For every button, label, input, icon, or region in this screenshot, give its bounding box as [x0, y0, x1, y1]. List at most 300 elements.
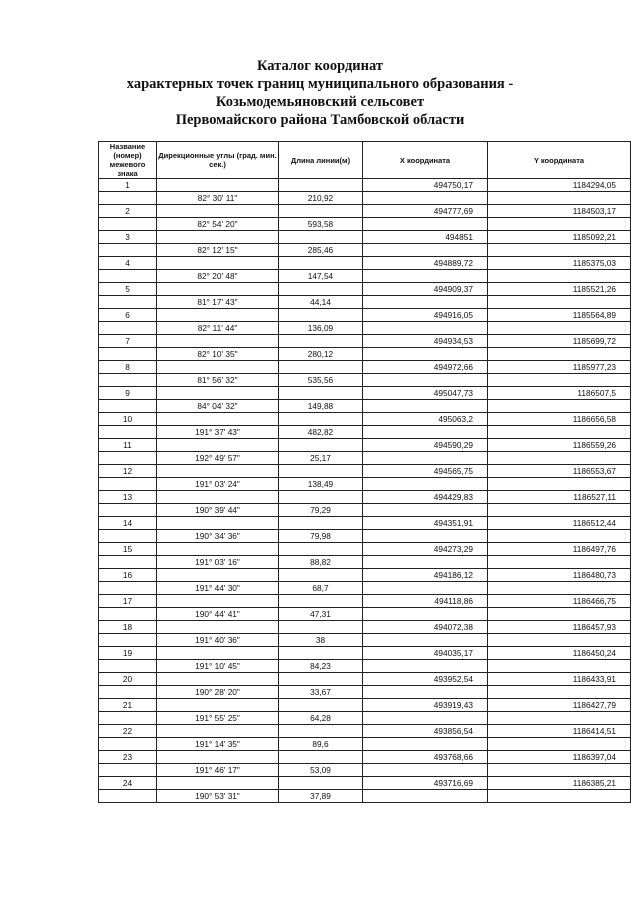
- segment-row: [99, 712, 631, 725]
- empty-cell: [488, 582, 631, 595]
- line-length: 79,29: [279, 504, 363, 517]
- empty-cell: [279, 179, 363, 192]
- y-coordinate: 1184503,17: [488, 205, 631, 218]
- y-coordinate: 1185977,23: [488, 361, 631, 374]
- empty-cell: [279, 439, 363, 452]
- empty-cell: [363, 764, 488, 777]
- empty-cell: [363, 218, 488, 231]
- empty-cell: [99, 348, 157, 361]
- y-coordinate: 1186497,76: [488, 543, 631, 556]
- table-header-row: [99, 142, 631, 179]
- direction-angle: 190° 44' 41": [157, 608, 279, 621]
- y-coordinate: 1186553,67: [488, 465, 631, 478]
- empty-cell: [279, 777, 363, 790]
- empty-cell: [99, 478, 157, 491]
- point-number: 2: [99, 205, 157, 218]
- empty-cell: [157, 283, 279, 296]
- direction-angle: 82° 11' 44": [157, 322, 279, 335]
- point-number: 18: [99, 621, 157, 634]
- point-number: 10: [99, 413, 157, 426]
- empty-cell: [488, 504, 631, 517]
- empty-cell: [157, 361, 279, 374]
- line-length: 38: [279, 634, 363, 647]
- empty-cell: [488, 192, 631, 205]
- segment-row: [99, 374, 631, 387]
- direction-angle: 82° 10' 35": [157, 348, 279, 361]
- point-row: [99, 725, 631, 738]
- direction-angle: 191° 46' 17": [157, 764, 279, 777]
- point-number: 6: [99, 309, 157, 322]
- point-number: 5: [99, 283, 157, 296]
- y-coordinate: 1186527,11: [488, 491, 631, 504]
- segment-row: [99, 426, 631, 439]
- direction-angle: 191° 37' 43": [157, 426, 279, 439]
- x-coordinate: 494035,17: [363, 647, 488, 660]
- point-row: [99, 751, 631, 764]
- point-row: [99, 231, 631, 244]
- point-number: 9: [99, 387, 157, 400]
- empty-cell: [99, 296, 157, 309]
- point-row: [99, 465, 631, 478]
- empty-cell: [363, 504, 488, 517]
- x-coordinate: 494351,91: [363, 517, 488, 530]
- empty-cell: [363, 400, 488, 413]
- empty-cell: [279, 699, 363, 712]
- line-length: 285,46: [279, 244, 363, 257]
- point-row: [99, 647, 631, 660]
- empty-cell: [363, 296, 488, 309]
- empty-cell: [279, 387, 363, 400]
- x-coordinate: 494750,17: [363, 179, 488, 192]
- empty-cell: [363, 738, 488, 751]
- point-number: 8: [99, 361, 157, 374]
- direction-angle: 84° 04' 32": [157, 400, 279, 413]
- empty-cell: [99, 556, 157, 569]
- empty-cell: [363, 712, 488, 725]
- point-number: 1: [99, 179, 157, 192]
- empty-cell: [99, 738, 157, 751]
- header-angle: Дирекционные углы (град. мин. сек.): [157, 142, 279, 179]
- empty-cell: [157, 543, 279, 556]
- y-coordinate: 1185375,03: [488, 257, 631, 270]
- coordinates-table: [98, 141, 631, 803]
- empty-cell: [363, 530, 488, 543]
- empty-cell: [99, 660, 157, 673]
- point-number: 11: [99, 439, 157, 452]
- line-length: 147,54: [279, 270, 363, 283]
- empty-cell: [363, 634, 488, 647]
- empty-cell: [99, 270, 157, 283]
- point-row: [99, 439, 631, 452]
- empty-cell: [157, 491, 279, 504]
- x-coordinate: 494916,05: [363, 309, 488, 322]
- line-length: 138,49: [279, 478, 363, 491]
- empty-cell: [363, 686, 488, 699]
- line-length: 89,6: [279, 738, 363, 751]
- empty-cell: [488, 790, 631, 803]
- segment-row: [99, 556, 631, 569]
- line-length: 280,12: [279, 348, 363, 361]
- point-row: [99, 595, 631, 608]
- y-coordinate: 1186433,91: [488, 673, 631, 686]
- x-coordinate: 493856,54: [363, 725, 488, 738]
- empty-cell: [157, 335, 279, 348]
- empty-cell: [157, 465, 279, 478]
- empty-cell: [488, 296, 631, 309]
- empty-cell: [363, 322, 488, 335]
- x-coordinate: 494851: [363, 231, 488, 244]
- empty-cell: [157, 725, 279, 738]
- segment-row: [99, 322, 631, 335]
- empty-cell: [279, 335, 363, 348]
- empty-cell: [363, 244, 488, 257]
- point-row: [99, 387, 631, 400]
- y-coordinate: 1185092,21: [488, 231, 631, 244]
- empty-cell: [279, 205, 363, 218]
- direction-angle: 191° 10' 45": [157, 660, 279, 673]
- empty-cell: [99, 686, 157, 699]
- line-length: 33,67: [279, 686, 363, 699]
- empty-cell: [99, 582, 157, 595]
- point-number: 7: [99, 335, 157, 348]
- empty-cell: [157, 231, 279, 244]
- empty-cell: [488, 270, 631, 283]
- line-length: 535,56: [279, 374, 363, 387]
- line-length: 149,88: [279, 400, 363, 413]
- direction-angle: 191° 14' 35": [157, 738, 279, 751]
- y-coordinate: 1186466,75: [488, 595, 631, 608]
- empty-cell: [363, 270, 488, 283]
- empty-cell: [488, 660, 631, 673]
- empty-cell: [363, 556, 488, 569]
- line-length: 53,09: [279, 764, 363, 777]
- empty-cell: [99, 192, 157, 205]
- point-number: 24: [99, 777, 157, 790]
- line-length: 88,82: [279, 556, 363, 569]
- empty-cell: [157, 751, 279, 764]
- x-coordinate: 493952,54: [363, 673, 488, 686]
- x-coordinate: 495047,73: [363, 387, 488, 400]
- segment-row: [99, 504, 631, 517]
- empty-cell: [99, 530, 157, 543]
- empty-cell: [279, 465, 363, 478]
- empty-cell: [488, 530, 631, 543]
- point-row: [99, 205, 631, 218]
- empty-cell: [99, 764, 157, 777]
- segment-row: [99, 348, 631, 361]
- empty-cell: [488, 374, 631, 387]
- empty-cell: [279, 361, 363, 374]
- direction-angle: 191° 55' 25": [157, 712, 279, 725]
- title-line: Каталог координат: [256, 58, 384, 74]
- empty-cell: [99, 426, 157, 439]
- empty-cell: [99, 244, 157, 257]
- line-length: 482,82: [279, 426, 363, 439]
- empty-cell: [99, 218, 157, 231]
- empty-cell: [279, 543, 363, 556]
- y-coordinate: 1186427,79: [488, 699, 631, 712]
- x-coordinate: 494118,86: [363, 595, 488, 608]
- x-coordinate: 494273,29: [363, 543, 488, 556]
- point-row: [99, 179, 631, 192]
- title-line: Первомайского района Тамбовской области: [175, 112, 465, 128]
- point-row: [99, 413, 631, 426]
- point-row: [99, 621, 631, 634]
- line-length: 136,09: [279, 322, 363, 335]
- segment-row: [99, 478, 631, 491]
- empty-cell: [363, 478, 488, 491]
- line-length: 68,7: [279, 582, 363, 595]
- empty-cell: [279, 309, 363, 322]
- empty-cell: [279, 283, 363, 296]
- header-x: X координата: [363, 142, 488, 179]
- y-coordinate: 1186414,51: [488, 725, 631, 738]
- empty-cell: [157, 179, 279, 192]
- empty-cell: [157, 413, 279, 426]
- empty-cell: [157, 257, 279, 270]
- empty-cell: [488, 348, 631, 361]
- empty-cell: [157, 517, 279, 530]
- point-row: [99, 361, 631, 374]
- empty-cell: [99, 322, 157, 335]
- line-length: 44,14: [279, 296, 363, 309]
- title-line: характерных точек границ муниципального образования -: [126, 76, 514, 92]
- empty-cell: [157, 309, 279, 322]
- empty-cell: [363, 608, 488, 621]
- empty-cell: [488, 686, 631, 699]
- y-coordinate: 1186507,5: [488, 387, 631, 400]
- empty-cell: [279, 569, 363, 582]
- empty-cell: [279, 491, 363, 504]
- empty-cell: [99, 374, 157, 387]
- empty-cell: [488, 608, 631, 621]
- empty-cell: [279, 595, 363, 608]
- empty-cell: [279, 231, 363, 244]
- direction-angle: 190° 28' 20": [157, 686, 279, 699]
- empty-cell: [99, 504, 157, 517]
- direction-angle: 191° 03' 16": [157, 556, 279, 569]
- direction-angle: 81° 56' 32": [157, 374, 279, 387]
- empty-cell: [157, 387, 279, 400]
- empty-cell: [279, 621, 363, 634]
- empty-cell: [157, 647, 279, 660]
- x-coordinate: 494777,69: [363, 205, 488, 218]
- direction-angle: 191° 40' 36": [157, 634, 279, 647]
- empty-cell: [488, 738, 631, 751]
- line-length: 593,58: [279, 218, 363, 231]
- point-row: [99, 491, 631, 504]
- empty-cell: [279, 517, 363, 530]
- empty-cell: [363, 426, 488, 439]
- header-y: Y координата: [488, 142, 631, 179]
- y-coordinate: 1186480,73: [488, 569, 631, 582]
- x-coordinate: 493919,43: [363, 699, 488, 712]
- direction-angle: 82° 20' 48": [157, 270, 279, 283]
- empty-cell: [363, 582, 488, 595]
- point-number: 17: [99, 595, 157, 608]
- point-row: [99, 309, 631, 322]
- x-coordinate: 495063,2: [363, 413, 488, 426]
- empty-cell: [279, 413, 363, 426]
- empty-cell: [488, 452, 631, 465]
- point-row: [99, 283, 631, 296]
- line-length: 25,17: [279, 452, 363, 465]
- empty-cell: [363, 660, 488, 673]
- x-coordinate: 494909,37: [363, 283, 488, 296]
- point-number: 19: [99, 647, 157, 660]
- empty-cell: [157, 699, 279, 712]
- direction-angle: 191° 44' 30": [157, 582, 279, 595]
- segment-row: [99, 218, 631, 231]
- empty-cell: [157, 673, 279, 686]
- empty-cell: [363, 790, 488, 803]
- empty-cell: [488, 634, 631, 647]
- segment-row: [99, 244, 631, 257]
- point-row: [99, 257, 631, 270]
- segment-row: [99, 764, 631, 777]
- x-coordinate: 494889,72: [363, 257, 488, 270]
- segment-row: [99, 270, 631, 283]
- point-number: 23: [99, 751, 157, 764]
- empty-cell: [99, 634, 157, 647]
- empty-cell: [157, 621, 279, 634]
- line-length: 210,92: [279, 192, 363, 205]
- point-number: 12: [99, 465, 157, 478]
- segment-row: [99, 192, 631, 205]
- direction-angle: 81° 17' 43": [157, 296, 279, 309]
- point-row: [99, 699, 631, 712]
- point-row: [99, 335, 631, 348]
- empty-cell: [99, 452, 157, 465]
- point-row: [99, 517, 631, 530]
- empty-cell: [279, 647, 363, 660]
- y-coordinate: 1186385,21: [488, 777, 631, 790]
- title-line: Козьмодемьяновский сельсовет: [215, 94, 425, 110]
- point-number: 15: [99, 543, 157, 556]
- segment-row: [99, 608, 631, 621]
- direction-angle: 192° 49' 57": [157, 452, 279, 465]
- point-row: [99, 777, 631, 790]
- segment-row: [99, 400, 631, 413]
- direction-angle: 82° 54' 20": [157, 218, 279, 231]
- y-coordinate: 1185564,89: [488, 309, 631, 322]
- header-length: Длина линии(м): [279, 142, 363, 179]
- document-title: [0, 57, 640, 129]
- empty-cell: [488, 426, 631, 439]
- empty-cell: [488, 478, 631, 491]
- segment-row: [99, 530, 631, 543]
- segment-row: [99, 738, 631, 751]
- empty-cell: [279, 257, 363, 270]
- segment-row: [99, 790, 631, 803]
- empty-cell: [363, 452, 488, 465]
- direction-angle: 190° 34' 36": [157, 530, 279, 543]
- point-number: 22: [99, 725, 157, 738]
- empty-cell: [157, 439, 279, 452]
- x-coordinate: 494186,12: [363, 569, 488, 582]
- point-number: 21: [99, 699, 157, 712]
- direction-angle: 82° 12' 15": [157, 244, 279, 257]
- empty-cell: [279, 725, 363, 738]
- empty-cell: [99, 790, 157, 803]
- point-number: 20: [99, 673, 157, 686]
- point-number: 4: [99, 257, 157, 270]
- point-number: 14: [99, 517, 157, 530]
- empty-cell: [363, 374, 488, 387]
- y-coordinate: 1186512,44: [488, 517, 631, 530]
- y-coordinate: 1184294,05: [488, 179, 631, 192]
- empty-cell: [488, 244, 631, 257]
- y-coordinate: 1185521,26: [488, 283, 631, 296]
- empty-cell: [99, 608, 157, 621]
- empty-cell: [488, 400, 631, 413]
- direction-angle: 190° 39' 44": [157, 504, 279, 517]
- empty-cell: [99, 712, 157, 725]
- point-row: [99, 543, 631, 556]
- line-length: 79,98: [279, 530, 363, 543]
- line-length: 64,28: [279, 712, 363, 725]
- x-coordinate: 494972,66: [363, 361, 488, 374]
- header-name: Название (номер) межевого знака: [99, 142, 157, 179]
- empty-cell: [488, 764, 631, 777]
- empty-cell: [363, 192, 488, 205]
- point-row: [99, 673, 631, 686]
- empty-cell: [279, 751, 363, 764]
- segment-row: [99, 582, 631, 595]
- point-number: 16: [99, 569, 157, 582]
- empty-cell: [157, 205, 279, 218]
- y-coordinate: 1186457,93: [488, 621, 631, 634]
- empty-cell: [157, 569, 279, 582]
- empty-cell: [157, 777, 279, 790]
- empty-cell: [488, 218, 631, 231]
- x-coordinate: 494590,29: [363, 439, 488, 452]
- empty-cell: [488, 556, 631, 569]
- direction-angle: 191° 03' 24": [157, 478, 279, 491]
- x-coordinate: 493768,66: [363, 751, 488, 764]
- y-coordinate: 1186559,26: [488, 439, 631, 452]
- empty-cell: [99, 400, 157, 413]
- segment-row: [99, 686, 631, 699]
- x-coordinate: 494934,53: [363, 335, 488, 348]
- segment-row: [99, 634, 631, 647]
- empty-cell: [157, 595, 279, 608]
- direction-angle: 82° 30' 11": [157, 192, 279, 205]
- point-number: 3: [99, 231, 157, 244]
- line-length: 84,23: [279, 660, 363, 673]
- empty-cell: [488, 322, 631, 335]
- x-coordinate: 494565,75: [363, 465, 488, 478]
- segment-row: [99, 452, 631, 465]
- segment-row: [99, 660, 631, 673]
- y-coordinate: 1186450,24: [488, 647, 631, 660]
- empty-cell: [488, 712, 631, 725]
- empty-cell: [363, 348, 488, 361]
- x-coordinate: 494429,83: [363, 491, 488, 504]
- y-coordinate: 1186397,04: [488, 751, 631, 764]
- segment-row: [99, 296, 631, 309]
- line-length: 47,31: [279, 608, 363, 621]
- y-coordinate: 1186656,58: [488, 413, 631, 426]
- line-length: 37,89: [279, 790, 363, 803]
- point-row: [99, 569, 631, 582]
- direction-angle: 190° 53' 31": [157, 790, 279, 803]
- empty-cell: [279, 673, 363, 686]
- point-number: 13: [99, 491, 157, 504]
- x-coordinate: 493716,69: [363, 777, 488, 790]
- x-coordinate: 494072,38: [363, 621, 488, 634]
- y-coordinate: 1185699,72: [488, 335, 631, 348]
